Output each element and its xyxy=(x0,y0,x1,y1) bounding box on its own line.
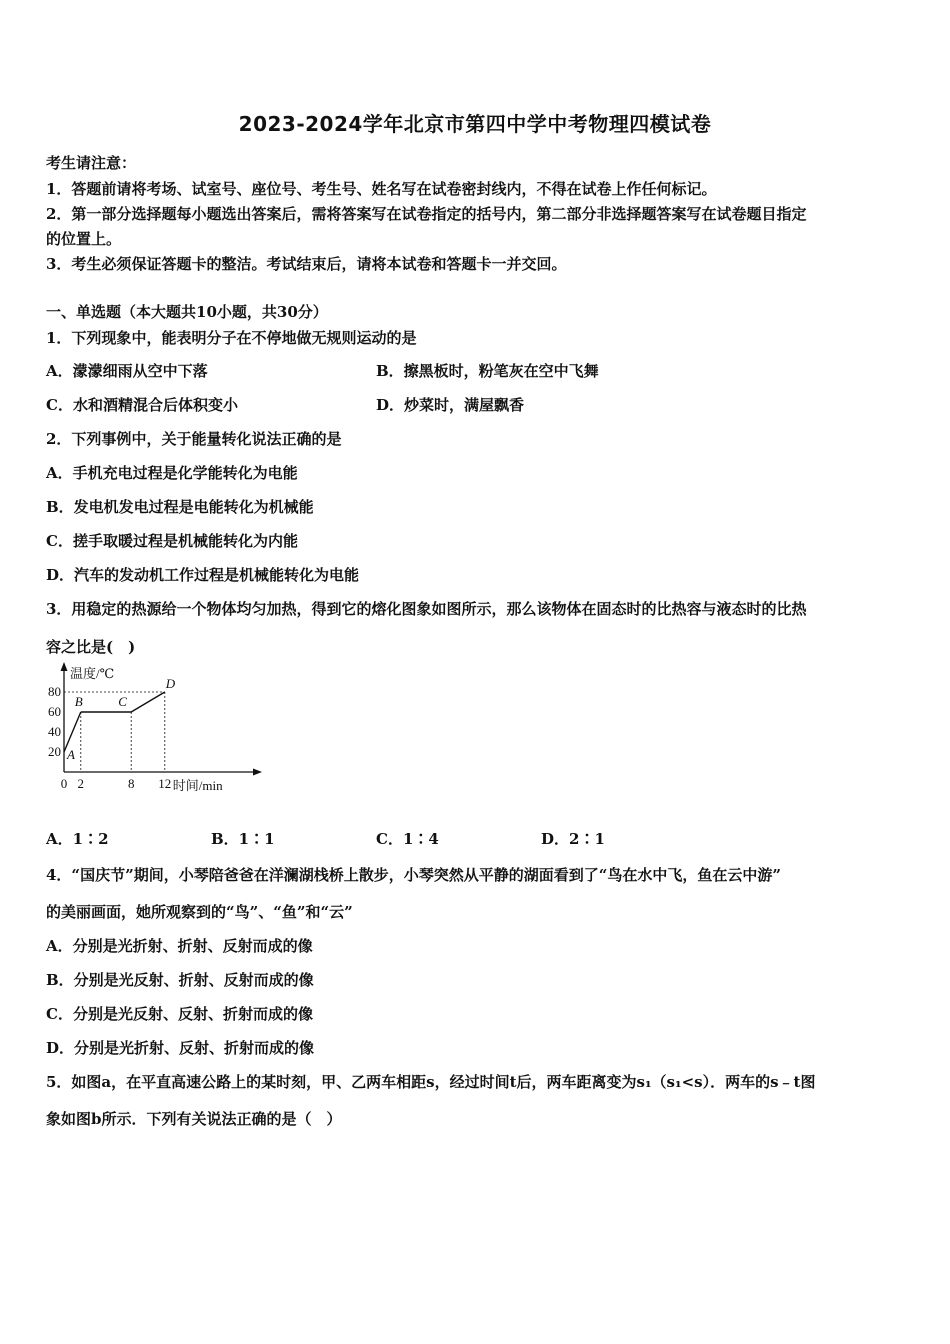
point-label-A: A xyxy=(67,747,75,762)
q3-stem-line2: 容之比是( ) xyxy=(46,638,136,656)
x-axis-arrow xyxy=(253,769,262,776)
q1-option-b: B．擦黑板时，粉笔灰在空中飞舞 xyxy=(376,362,599,380)
q1-option-a: A．濛濛细雨从空中下落 xyxy=(46,362,208,380)
q3-option-d: D．2∶1 xyxy=(541,830,605,848)
section-heading: 一、单选题（本大题共10小题，共30分） xyxy=(46,303,328,321)
point-label-C: C xyxy=(118,694,127,709)
x-tick-label: 8 xyxy=(127,776,135,791)
q4-stem-line1: 4．“国庆节”期间，小琴陪爸爸在洋澜湖栈桥上散步，小琴突然从平静的湖面看到了“鸟在水中飞，鱼在云中游” xyxy=(46,866,781,884)
notice-item-1: 1．答题前请将考场、试室号、座位号、考生号、姓名写在试卷密封线内，不得在试卷上作任何标记。 xyxy=(46,180,717,198)
curve-segment-CD xyxy=(131,692,165,712)
point-label-D: D xyxy=(165,676,176,691)
q3-option-a: A．1∶2 xyxy=(46,830,109,848)
notice-heading: 考生请注意： xyxy=(46,154,137,172)
x-tick-label: 0 xyxy=(60,776,68,791)
x-tick-label: 12 xyxy=(158,776,172,791)
x-tick-label: 2 xyxy=(77,776,85,791)
curve-segment-AB xyxy=(64,712,81,752)
q1-stem: 1．下列现象中，能表明分子在不停地做无规则运动的是 xyxy=(46,329,417,347)
y-axis-arrow xyxy=(61,662,68,671)
y-tick-label: 80 xyxy=(48,684,61,699)
melting-curve-chart xyxy=(40,660,280,800)
y-tick-label: 40 xyxy=(48,724,61,739)
q1-option-c: C．水和酒精混合后体积变小 xyxy=(46,396,238,414)
q2-stem: 2．下列事例中，关于能量转化说法正确的是 xyxy=(46,430,342,448)
y-tick-label: 60 xyxy=(48,704,61,719)
q3-stem-line1: 3．用稳定的热源给一个物体均匀加热，得到它的熔化图象如图所示，那么该物体在固态时的比热容与液态时的比热 xyxy=(46,600,807,618)
q3-option-b: B．1∶1 xyxy=(211,830,275,848)
q4-option-a: A．分别是光折射、折射、反射而成的像 xyxy=(46,937,313,955)
q2-option-c: C．搓手取暖过程是机械能转化为内能 xyxy=(46,532,298,550)
q4-option-c: C．分别是光反射、反射、折射而成的像 xyxy=(46,1005,313,1023)
y-axis-label: 温度/℃ xyxy=(70,666,115,681)
x-axis-label: 时间/min xyxy=(172,778,223,793)
point-label-B: B xyxy=(74,694,83,709)
q2-option-a: A．手机充电过程是化学能转化为电能 xyxy=(46,464,298,482)
notice-item-3: 3．考生必须保证答题卡的整洁。考试结束后，请将本试卷和答题卡一并交回。 xyxy=(46,255,567,273)
q3-option-c: C．1∶4 xyxy=(376,830,439,848)
q5-stem-line2: 象如图b所示．下列有关说法正确的是（ ） xyxy=(46,1110,342,1128)
q4-option-b: B．分别是光反射、折射、反射而成的像 xyxy=(46,971,314,989)
q2-option-b: B．发电机发电过程是电能转化为机械能 xyxy=(46,498,314,516)
q4-option-d: D．分别是光折射、反射、折射而成的像 xyxy=(46,1039,315,1057)
notice-item-2: 2．第一部分选择题每小题选出答案后，需将答案写在试卷指定的括号内，第二部分非选择题答案写在试卷题目指定 xyxy=(46,205,807,223)
q5-stem-line1: 5．如图a，在平直高速公路上的某时刻，甲、乙两车相距s，经过时间t后，两车距离变为s₁（s₁<s）．两车的s﹣t图 xyxy=(46,1073,816,1091)
exam-title: 2023-2024学年北京市第四中学中考物理四模试卷 xyxy=(238,112,712,136)
y-tick-label: 20 xyxy=(48,744,61,759)
q4-stem-line2: 的美丽画面，她所观察到的“鸟”、“鱼”和“云” xyxy=(46,903,353,921)
notice-item-2-cont: 的位置上。 xyxy=(46,230,122,248)
q1-option-d: D．炒菜时，满屋飘香 xyxy=(376,396,525,414)
q2-option-d: D．汽车的发动机工作过程是机械能转化为电能 xyxy=(46,566,360,584)
